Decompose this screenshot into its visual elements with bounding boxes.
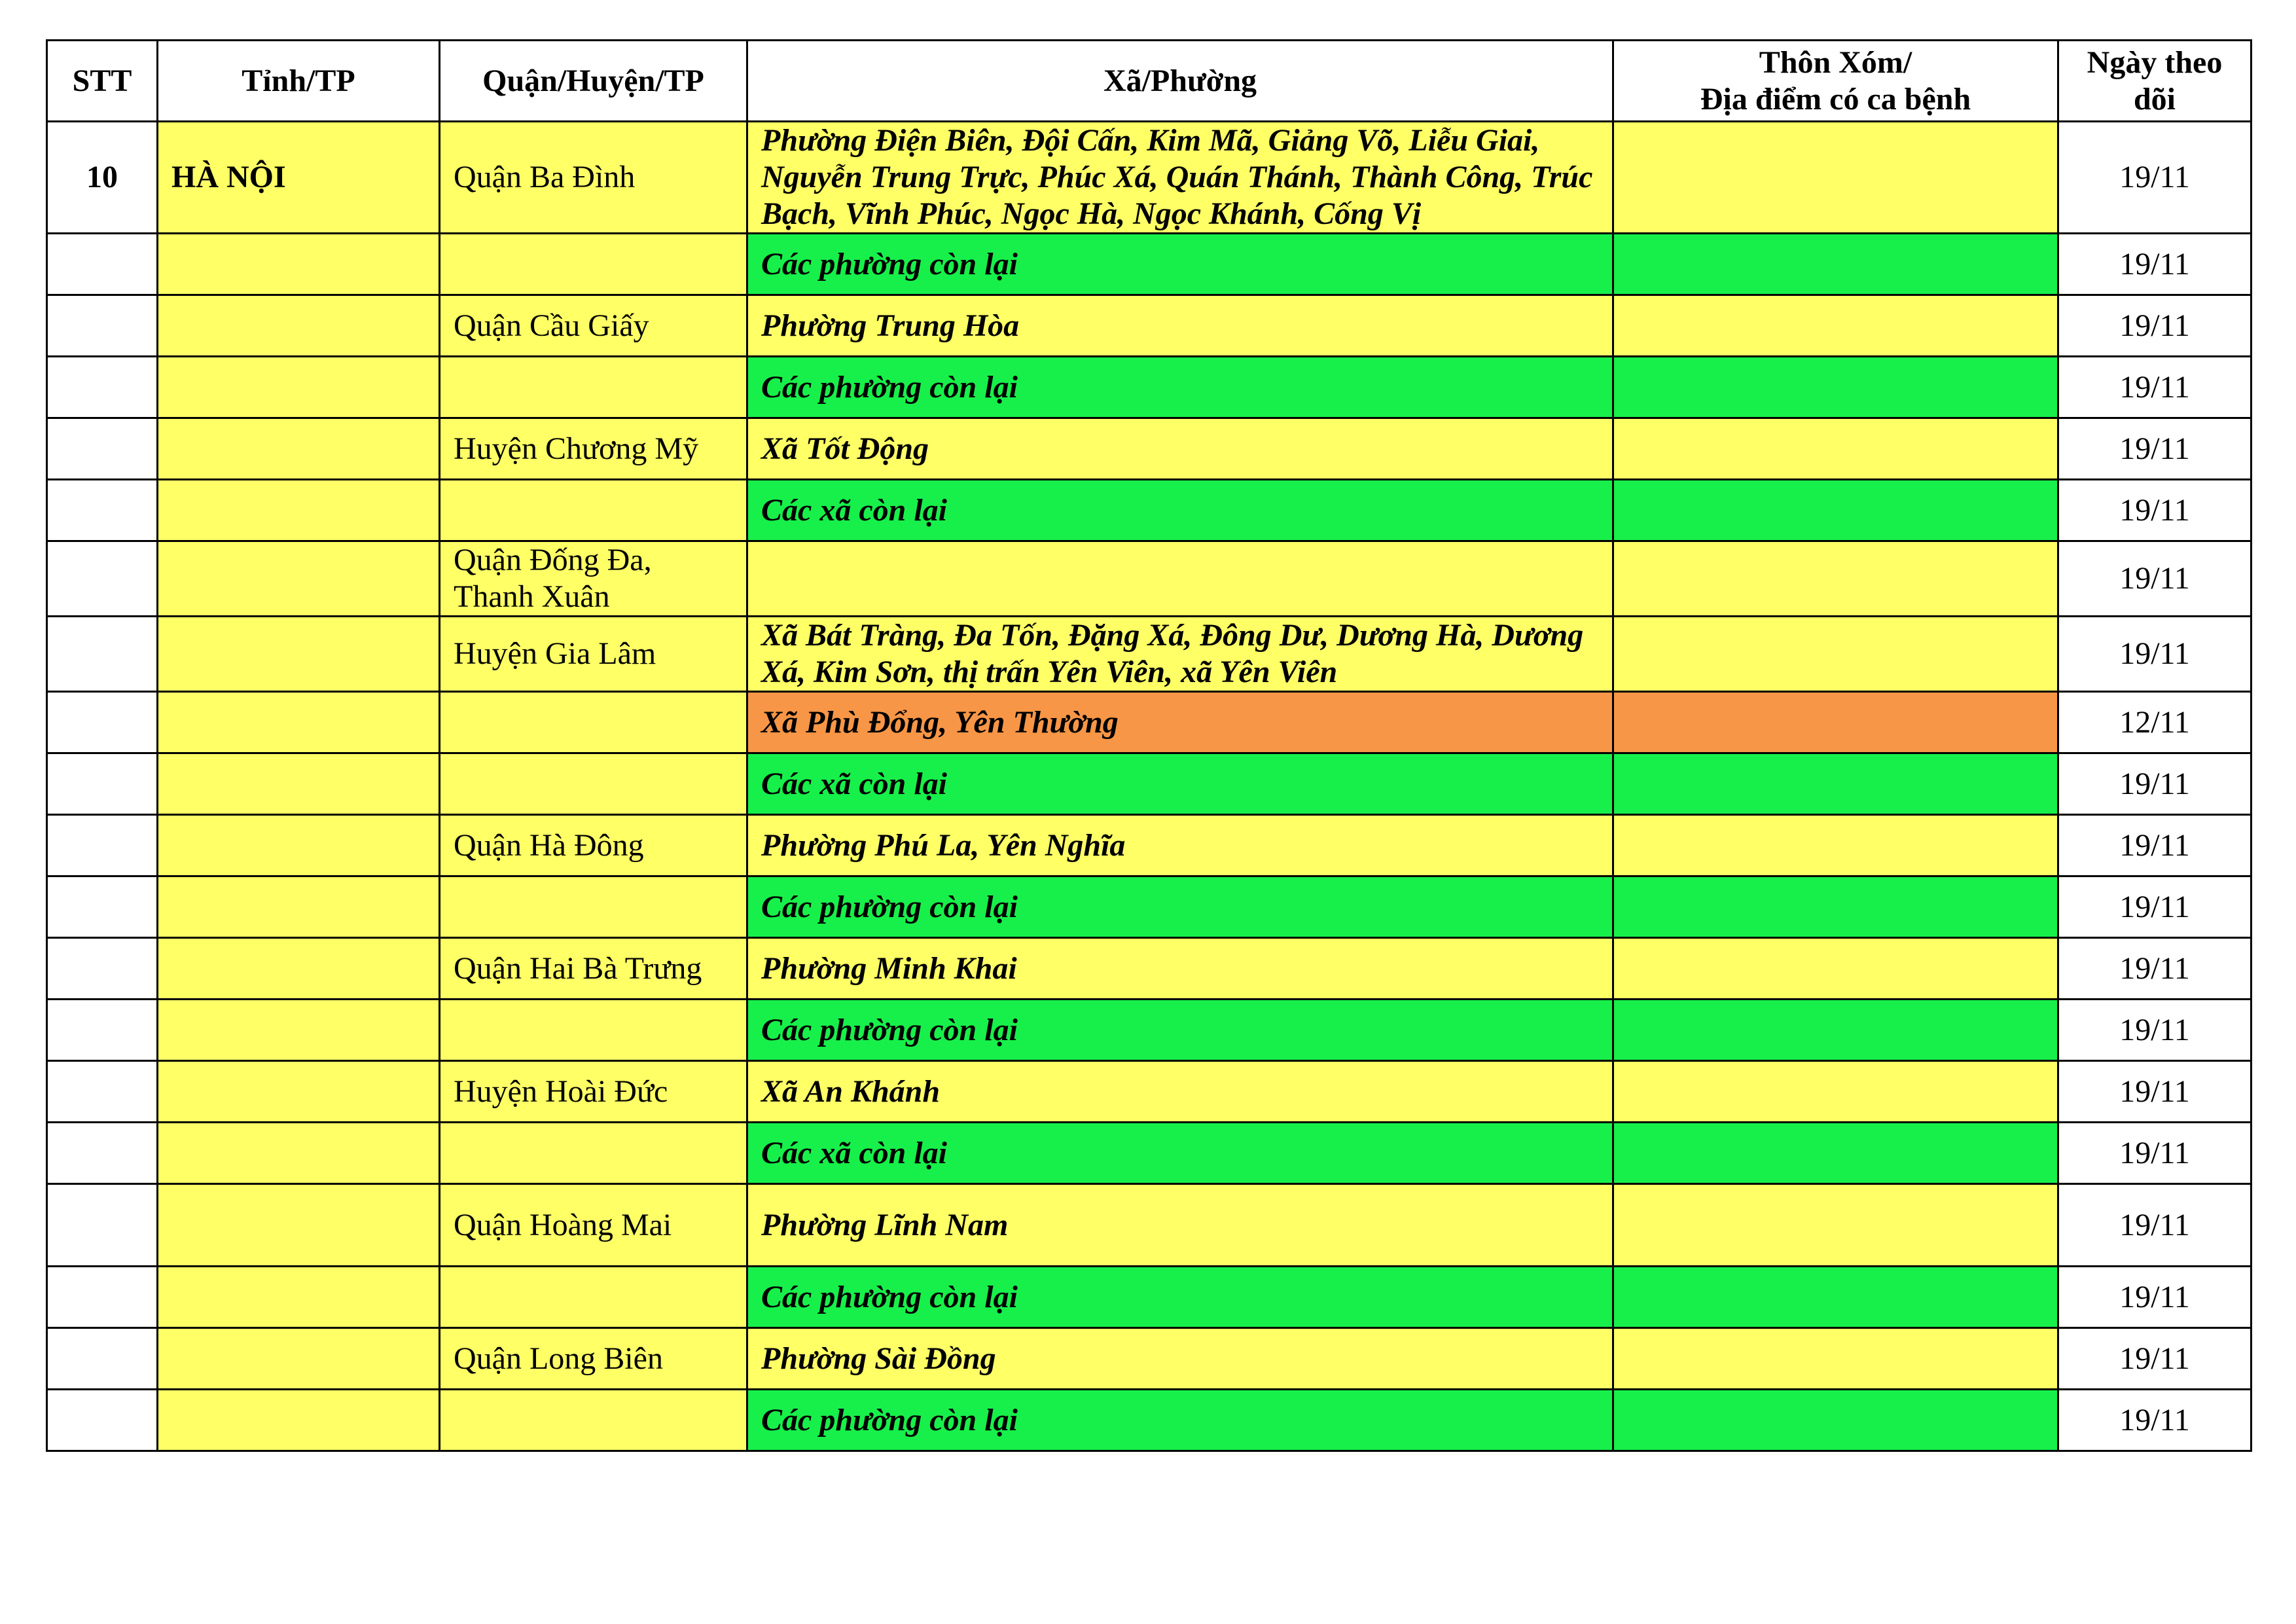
cell-ward: Xã Bát Tràng, Đa Tốn, Đặng Xá, Đông Dư, Dương Hà, Dương Xá, Kim Sơn, thị trấn Yên Viên, xã Yên Viên [747,617,1613,692]
cell-date: 19/11 [2058,1328,2251,1390]
cell-ward: Các phường còn lại [747,1390,1613,1451]
cell-province [158,617,440,692]
cell-stt [47,753,158,815]
cell-province [158,418,440,480]
header-ngay-line2: dõi [2133,81,2176,117]
cell-district [440,1267,747,1328]
cell-date: 19/11 [2058,1267,2251,1328]
header-row [47,41,2251,122]
cell-ward: Phường Phú La, Yên Nghĩa [747,815,1613,876]
cell-district [440,1123,747,1184]
table-row [47,876,2251,938]
cell-ward [747,541,1613,617]
header-thon [1613,41,2058,122]
table-header [47,41,2251,122]
cell-district [440,234,747,295]
cell-ward: Phường Lĩnh Nam [747,1184,1613,1267]
header-ngay [2058,41,2251,122]
table-row [47,692,2251,753]
cell-hamlet [1613,1328,2058,1390]
cell-ward: Phường Trung Hòa [747,295,1613,357]
cell-province [158,1390,440,1451]
cell-hamlet [1613,815,2058,876]
cell-district [440,692,747,753]
cell-district: Huyện Chương Mỹ [440,418,747,480]
cell-date: 19/11 [2058,938,2251,1000]
cell-district [440,357,747,418]
cell-date: 19/11 [2058,617,2251,692]
cell-stt [47,418,158,480]
cell-date: 19/11 [2058,480,2251,541]
cell-ward: Các phường còn lại [747,234,1613,295]
cell-province [158,234,440,295]
table-row [47,418,2251,480]
cell-ward: Xã Phù Đổng, Yên Thường [747,692,1613,753]
table-row [47,122,2251,234]
cell-province [158,692,440,753]
cell-stt [47,1390,158,1451]
cell-province [158,1328,440,1390]
cell-date: 19/11 [2058,1061,2251,1123]
cell-hamlet [1613,938,2058,1000]
cell-stt [47,1000,158,1061]
table-row [47,1123,2251,1184]
cell-hamlet [1613,357,2058,418]
cell-hamlet [1613,122,2058,234]
table-row [47,1267,2251,1328]
cell-province [158,1123,440,1184]
cell-hamlet [1613,418,2058,480]
table-row [47,1000,2251,1061]
cell-district [440,753,747,815]
covid-risk-table [46,39,2252,1452]
header-xa: Xã/Phường [747,41,1613,122]
cell-hamlet [1613,692,2058,753]
cell-date: 12/11 [2058,692,2251,753]
table-row [47,1184,2251,1267]
table-row [47,753,2251,815]
cell-date: 19/11 [2058,234,2251,295]
cell-district: Quận Cầu Giấy [440,295,747,357]
cell-province [158,357,440,418]
cell-province [158,541,440,617]
cell-date: 19/11 [2058,1390,2251,1451]
cell-province: HÀ NỘI [158,122,440,234]
cell-date: 19/11 [2058,876,2251,938]
cell-date: 19/11 [2058,1184,2251,1267]
cell-hamlet [1613,876,2058,938]
table-row [47,234,2251,295]
cell-date: 19/11 [2058,541,2251,617]
cell-stt [47,692,158,753]
cell-ward: Xã Tốt Động [747,418,1613,480]
table-row [47,1328,2251,1390]
cell-province [158,753,440,815]
cell-province [158,815,440,876]
table-row [47,480,2251,541]
table-row [47,1390,2251,1451]
cell-date: 19/11 [2058,1123,2251,1184]
cell-ward: Các phường còn lại [747,1267,1613,1328]
cell-district [440,480,747,541]
cell-hamlet [1613,1123,2058,1184]
cell-hamlet [1613,1061,2058,1123]
cell-stt [47,876,158,938]
cell-hamlet [1613,541,2058,617]
cell-district: Quận Hà Đông [440,815,747,876]
cell-province [158,1184,440,1267]
cell-province [158,480,440,541]
header-thon-line2: Địa điểm có ca bệnh [1700,81,1971,117]
cell-ward: Các phường còn lại [747,876,1613,938]
cell-date: 19/11 [2058,122,2251,234]
table-row [47,541,2251,617]
cell-stt [47,1184,158,1267]
cell-stt [47,1061,158,1123]
cell-province [158,938,440,1000]
cell-province [158,295,440,357]
cell-province [158,1061,440,1123]
cell-ward: Xã An Khánh [747,1061,1613,1123]
cell-stt [47,295,158,357]
table-row [47,295,2251,357]
cell-hamlet [1613,1267,2058,1328]
cell-ward: Các xã còn lại [747,1123,1613,1184]
cell-hamlet [1613,1184,2058,1267]
table-row [47,938,2251,1000]
cell-hamlet [1613,753,2058,815]
cell-ward: Các phường còn lại [747,1000,1613,1061]
cell-hamlet [1613,617,2058,692]
cell-date: 19/11 [2058,1000,2251,1061]
cell-district: Quận Ba Đình [440,122,747,234]
cell-district: Huyện Gia Lâm [440,617,747,692]
cell-stt [47,234,158,295]
cell-stt [47,1123,158,1184]
cell-ward: Phường Minh Khai [747,938,1613,1000]
cell-district: Quận Hai Bà Trưng [440,938,747,1000]
cell-date: 19/11 [2058,815,2251,876]
cell-ward: Phường Điện Biên, Đội Cấn, Kim Mã, Giảng Võ, Liễu Giai, Nguyễn Trung Trực, Phúc Xá, Quán Thánh, Thành Công, Trúc Bạch, Vĩnh Phúc, Ngọc Hà, Ngọc Khánh, Cống Vị [747,122,1613,234]
cell-stt [47,357,158,418]
header-stt: STT [47,41,158,122]
header-quan: Quận/Huyện/TP [440,41,747,122]
cell-hamlet [1613,295,2058,357]
cell-ward: Các xã còn lại [747,480,1613,541]
table-body [47,122,2251,1451]
cell-stt [47,815,158,876]
cell-district: Quận Long Biên [440,1328,747,1390]
table-row [47,357,2251,418]
cell-date: 19/11 [2058,753,2251,815]
cell-hamlet [1613,234,2058,295]
table-row [47,1061,2251,1123]
cell-hamlet [1613,1390,2058,1451]
cell-district [440,1390,747,1451]
cell-stt [47,938,158,1000]
cell-ward: Các xã còn lại [747,753,1613,815]
cell-province [158,876,440,938]
cell-ward: Các phường còn lại [747,357,1613,418]
cell-province [158,1267,440,1328]
cell-province [158,1000,440,1061]
cell-stt [47,1328,158,1390]
header-tinh: Tỉnh/TP [158,41,440,122]
table-row [47,617,2251,692]
cell-district: Huyện Hoài Đức [440,1061,747,1123]
cell-stt: 10 [47,122,158,234]
cell-stt [47,541,158,617]
cell-hamlet [1613,480,2058,541]
cell-date: 19/11 [2058,418,2251,480]
cell-ward: Phường Sài Đồng [747,1328,1613,1390]
cell-district [440,876,747,938]
cell-stt [47,1267,158,1328]
table-row [47,815,2251,876]
cell-district: Quận Đống Đa, Thanh Xuân [440,541,747,617]
header-ngay-line1: Ngày theo [2087,45,2223,80]
cell-stt [47,480,158,541]
cell-date: 19/11 [2058,357,2251,418]
cell-date: 19/11 [2058,295,2251,357]
cell-stt [47,617,158,692]
header-thon-line1: Thôn Xóm/ [1759,45,1912,80]
cell-hamlet [1613,1000,2058,1061]
cell-district [440,1000,747,1061]
cell-district: Quận Hoàng Mai [440,1184,747,1267]
